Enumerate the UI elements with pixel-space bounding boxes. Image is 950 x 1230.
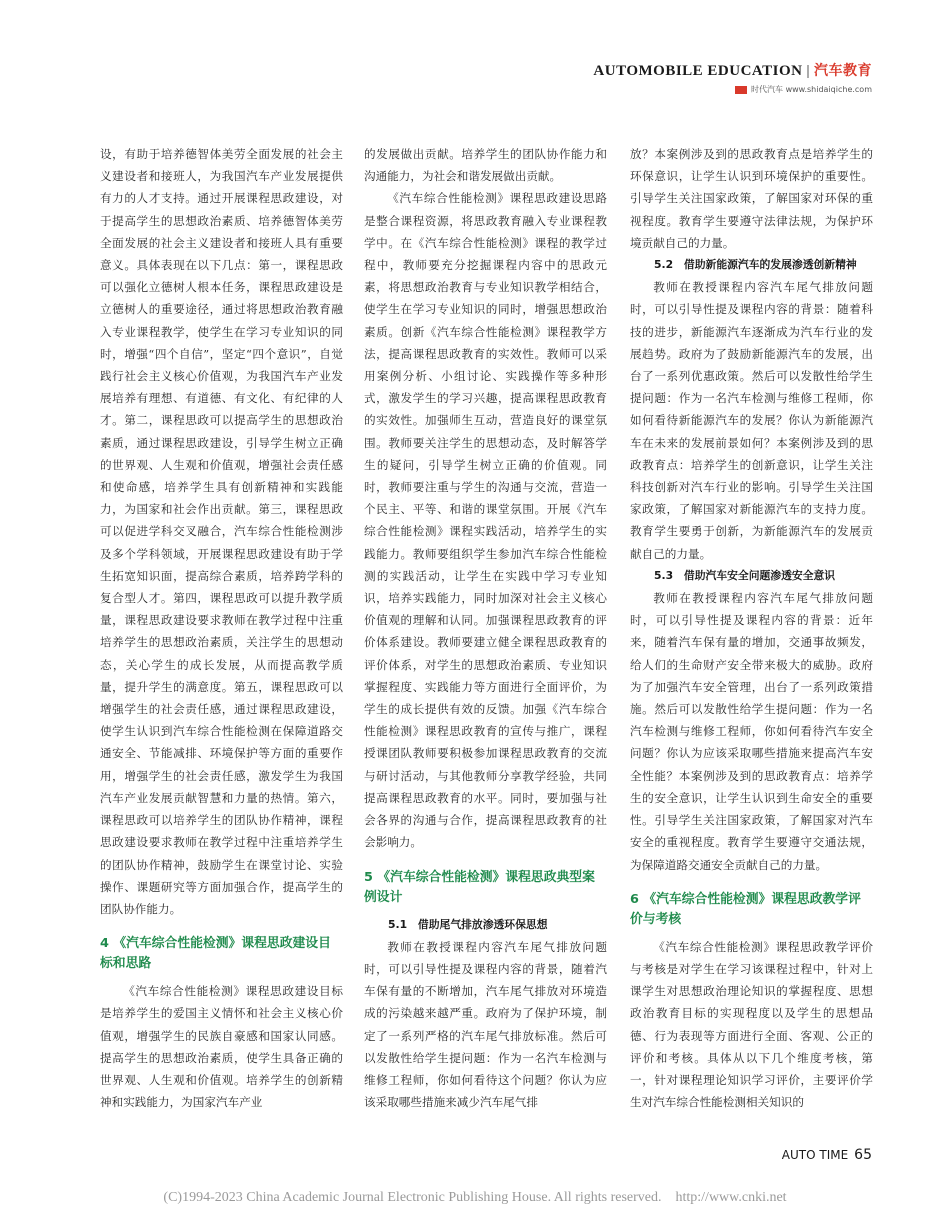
paragraph: 《汽车综合性能检测》课程思政教学评价与考核是对学生在学习该课程过程中，针对上课学生对思想政治理论知识的掌握程度、思想政治教育目标的实现程度以及学生的思想品德、行为表现等方面进行全面、客观、公正的评价和考核。具体从以下几个维度考核，第一，针对课程理论知识学习评价，主要评价学生对汽车综合性能检测相关知识的: [630, 939, 873, 1110]
page-header: [520, 60, 872, 95]
page-footer: [782, 1147, 872, 1163]
paragraph: 《汽车综合性能检测》课程思政建设目标是培养学生的爱国主义情怀和社会主义核心价值观，增强学生的民族自豪感和国家认同感。提高学生的思想政治素质，使学生具备正确的世界观、人生观和价值观。培养学生的创新精神和实践能力，为国家汽车产业: [100, 984, 343, 1110]
journal-brand: [520, 60, 872, 80]
section-5-2-heading: 5.2 借助新能源汽车的发展渗透创新精神: [654, 258, 857, 272]
paragraph: 教师在教授课程内容汽车尾气排放问题时，可以引导性提及课程内容的背景，随着汽车保有量的不断增加，汽车尾气排放对环境造成的污染越来越严重。政府为了保护环境，制定了一系列严格的汽车尾气排放标准。然后可以发散性给学生提问题：作为一名汽车检测与维修工程师，你如何看待这个问题？你认为应该采取哪些措施来减少汽车尾气排: [364, 939, 607, 1110]
section-5-3-heading: 5.3 借助汽车安全问题渗透安全意识: [654, 568, 836, 582]
section-6-heading: 6 《汽车综合性能检测》课程思政教学评价与考核: [630, 891, 861, 927]
journal-logo-icon: [735, 86, 747, 94]
journal-website: 时代汽车 www.shidaiqiche.com: [751, 85, 872, 94]
section-4-heading: 4 《汽车综合性能检测》课程思政建设目标和思路: [100, 936, 331, 972]
paragraph: 《汽车综合性能检测》课程思政建设思路是整合课程资源，将思政教育融入专业课程教学中。在《汽车综合性能检测》课程的教学过程中，教师要充分挖掘课程内容中的思政元素，将思想政治教育与专业知识教学相结合，使学生在学习专业知识的同时，增强思想政治素质。创新《汽车综合性能检测》课程教学方法，提高课程思政教育的实效性。教师可以采用案例分析、小组讨论、实践操作等多种形式，激发学生的学习兴趣，提高课程思政教育的实效性。加强师生互动，营造良好的课堂氛围。教师要关注学生的思想动态，及时解答学生的疑问，引导学生树立正确的价值观。同时，教师要注重与学生的沟通与交流，营造一个民主、平等、和谐的课堂氛围。开展《汽车综合性能检测》课程实践活动，培养学生的实践能力。教师要组织学生参加汽车综合性能检测的实践活动，让学生在实践中学习专业知识，培养实践能力，同时加深对社会主义核心价值观的理解和认同。加强课程思政教育的评价体系建设。教师要建立健全课程思政教育的评价体系，对学生的思想政治素质、专业知识掌握程度、实践能力等方面进行全面评价，为学生的成长提供有效的反馈。加强《汽车综合性能检测》课程思政教育的宣传与推广，课程授课团队教师要积极参加课程思政教育的交流与研讨活动，与其他教师分享教学经验，共同提高课程思政教育的水平。同时，要加强与社会各界的沟通与合作，提高课程思政教育的社会影响力。: [364, 191, 607, 850]
paragraph: 教师在教授课程内容汽车尾气排放问题时，可以引导性提及课程内容的背景：随着科技的进步，新能源汽车逐渐成为汽车行业的发展趋势。政府为了鼓励新能源汽车的发展，出台了一系列优惠政策。然后可以发散性给学生提问题：作为一名汽车检测与维修工程师，你如何看待新能源汽车的发展？你认为新能源汽车在未来的发展前景如何？本案例涉及到的思政教育点：培养学生的创新意识，让学生关注科技创新对汽车行业的影响。引导学生关注国家政策，了解国家对新能源汽车的支持力度。教育学生要勇于创新，为新能源汽车的发展贡献自己的力量。: [630, 280, 873, 561]
paragraph: 教师在教授课程内容汽车尾气排放问题时，可以引导性提及课程内容的背景：近年来，随着汽车保有量的增加，交通事故频发，给人们的生命财产安全带来极大的威胁。政府为了加强汽车安全管理，出台了一系列政策措施。然后可以发散性给学生提问题：作为一名汽车检测与维修工程师，你如何看待汽车安全问题？你认为应该采取哪些措施来提高汽车安全性能？本案例涉及到的思政教育点：培养学生的安全意识，让学生认识到生命安全的重要性。引导学生关注国家政策，了解国家对汽车安全的重视程度。教育学生要遵守交通法规，为保障道路交通安全贡献自己的力量。: [630, 591, 873, 872]
copyright-notice: (C)1994-2023 China Academic Journal Electronic Publishing House. All rights reserved. http://www.cnki.net: [163, 1190, 787, 1205]
paragraph: 设，有助于培养德智体美劳全面发展的社会主义建设者和接班人，为我国汽车产业发展提供有力的人才支持。通过开展课程思政建设，对于提高学生的思想政治素质、培养德智体美劳全面发展的社会主义建设者和接班人具有重要意义。具体表现在以下几点：第一，课程思政可以强化立德树人根本任务，课程思政建设是立德树人的重要途径，通过将思想政治教育融入专业课程教学，使学生在学习专业知识的同时，增强“四个自信”，坚定“四个意识”，自觉践行社会主义核心价值观，为我国汽车产业发展培养有理想、有道德、有文化、有纪律的人才。第二，课程思政可以提高学生的思想政治素质，通过课程思政建设，引导学生树立正确的世界观、人生观和价值观，增强社会责任感和使命感，培养学生具有创新精神和实践能力，为国家和社会作出贡献。第三，课程思政可以促进学科交叉融合，汽车综合性能检测涉及多个学科领域，开展课程思政建设有助于学生拓宽知识面，提高综合素质，培养跨学科的复合型人才。第四，课程思政可以提升教学质量，课程思政建设要求教师在教学过程中注重培养学生的思想政治素质，关注学生的思想动态，关心学生的成长发展，从而提高教学质量，提升学生的满意度。第五，课程思政可以增强学生的社会责任感，通过课程思政建设，使学生认识到汽车综合性能检测在保障道路交通安全、节能减排、环境保护等方面的重要作用，增强学生的社会责任感，激发学生为我国汽车产业发展贡献智慧和力量的热情。第六，课程思政可以培养学生的团队协作精神，课程思政建设要求教师在教学过程中注重培养学生的团队协作精神，鼓励学生在课堂讨论、实验操作、课题研究等方面加强合作，提高学生的团队协作能力。: [100, 147, 343, 916]
paragraph: 的发展做出贡献。培养学生的团队协作能力和沟通能力，为社会和谐发展做出贡献。: [364, 147, 607, 184]
brand-cn: 汽车教育: [814, 63, 872, 79]
section-5-heading: 5 《汽车综合性能检测》课程思政典型案例设计: [364, 869, 595, 905]
paragraph: 放？本案例涉及到的思政教育点是培养学生的环保意识，让学生认识到环境保护的重要性。引导学生关注国家政策，了解国家对环保的重视程度。教育学生要遵守法律法规，为保护环境贡献自己的力量。: [630, 147, 873, 250]
column-1: [100, 143, 343, 1113]
brand-en: AUTOMOBILE EDUCATION: [593, 63, 803, 79]
section-5-1-heading: 5.1 借助尾气排放渗透环保思想: [388, 917, 548, 931]
journal-subbrand: [520, 84, 872, 95]
page-number: 65: [854, 1147, 872, 1163]
brand-separator: |: [806, 63, 810, 79]
column-3: [630, 143, 873, 1113]
footer-journal: AUTO TIME: [781, 1148, 849, 1162]
column-2: [364, 143, 607, 1113]
